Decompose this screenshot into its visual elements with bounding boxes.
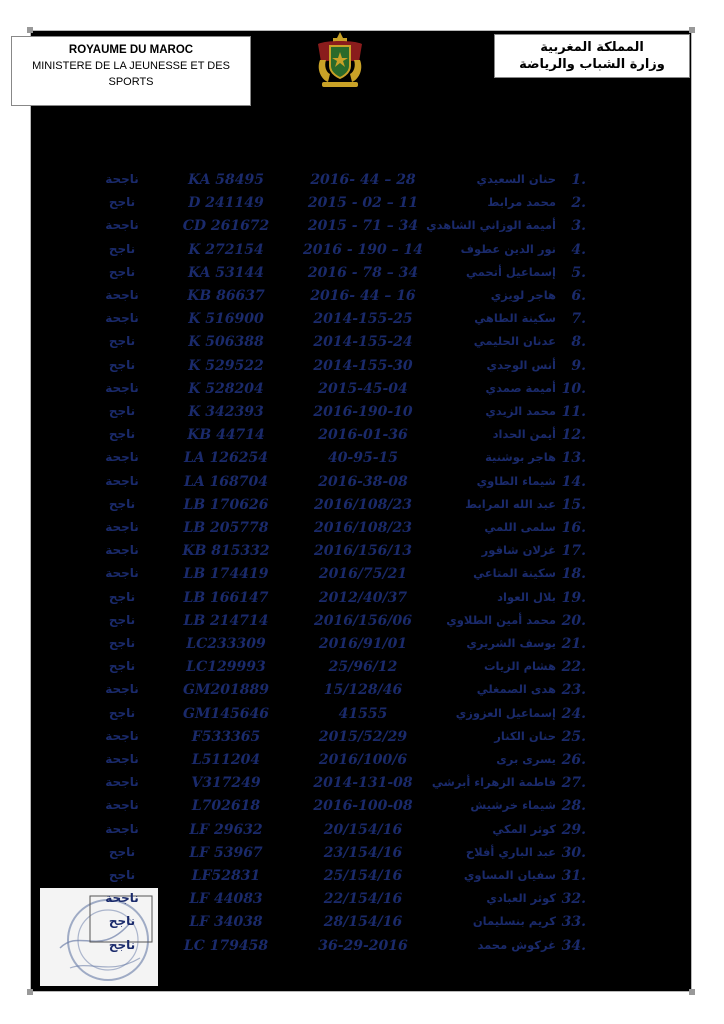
registration-cell: 2016/75/21 [318,566,408,583]
id-number-cell: LC233309 [186,636,266,652]
list-item [0,288,724,311]
list-item [0,520,724,543]
id-number-cell: K 529522 [188,357,264,374]
row-number-cell: 8. [571,334,586,351]
registration-cell: 2016-01-36 [318,427,408,444]
registration-cell: 40-95-15 [327,450,399,467]
list-item [0,566,724,589]
row-number-cell: 17. [561,543,586,560]
result-cell: ناجحة [105,566,139,581]
row-number-cell: 31. [561,868,586,884]
name-cell: محمد مرابط [487,195,556,210]
id-number-cell: L511204 [191,752,261,768]
result-cell: ناجحة [105,172,139,186]
id-number-cell: LA 168704 [183,473,269,490]
result-cell: ناجح [108,427,136,442]
row-number-cell: 11. [561,404,586,420]
name-cell: كوثر المكي [492,821,556,836]
list-item [0,450,724,473]
row-number-cell: 27. [561,775,586,792]
registration-cell: 2016 - 78 – 34 [307,264,419,281]
row-number-cell: 26. [561,752,586,768]
french-header-box [11,36,251,106]
name-cell: عدنان الحليمي [473,334,556,349]
ministry-title-fr: MINISTERE DE LA JEUNESSE ET DES [32,60,230,72]
frame-corner-mark [27,27,33,33]
name-cell: إسماعيل أتحمي [466,264,556,279]
name-cell: هاجر لويزي [490,288,556,302]
frame-corner-mark [27,989,33,995]
registration-cell: 2016/100/6 [318,752,408,768]
id-number-cell: LB 214714 [183,612,269,629]
list-item [0,242,724,265]
id-number-cell: K 516900 [188,311,264,328]
id-number-cell: LB 166147 [183,589,269,606]
kingdom-title-ar: المملكة المغربية [540,40,644,55]
kingdom-title-fr: ROYAUME DU MAROC [68,44,194,56]
result-cell: ناجحة [105,450,139,465]
id-number-cell: V317249 [191,775,261,792]
result-cell: ناجحة [105,288,139,302]
list-item [0,798,724,821]
result-cell: ناجح [108,914,136,929]
list-item [0,427,724,450]
name-cell: أميمة الوزاني الشاهدي [426,218,556,233]
list-item [0,636,724,659]
result-cell: ناجحة [105,821,139,836]
result-cell: ناجح [108,264,136,279]
name-cell: غركوش محمد [477,937,556,952]
list-item [0,752,724,775]
result-cell: ناجحة [105,682,139,697]
name-cell: شيماء الطاوي [476,473,556,488]
list-item [0,195,724,218]
id-number-cell: KB 86637 [187,288,265,304]
row-number-cell: 25. [561,728,586,745]
row-number-cell: 30. [561,844,586,861]
row-number-cell: 5. [571,264,586,281]
result-cell: ناجح [108,636,136,650]
list-item [0,358,724,381]
id-number-cell: F533365 [191,728,261,745]
result-cell: ناجحة [105,473,139,488]
row-number-cell: 33. [561,914,586,931]
list-item [0,265,724,288]
row-number-cell: 14. [561,473,586,490]
result-cell: ناجح [108,612,136,627]
name-cell: عبد الباري أفلاح [465,844,556,859]
frame-corner-mark [689,989,695,995]
list-item [0,334,724,357]
registration-cell: 2016/108/23 [314,496,412,513]
result-cell: ناجحة [105,891,139,906]
id-number-cell: LB 170626 [183,496,269,513]
list-item [0,613,724,636]
result-cell: ناجح [108,357,136,372]
id-number-cell: GM201889 [183,682,269,699]
name-cell: سكينة الطاهي [474,311,556,326]
id-number-cell: LB 205778 [183,520,269,536]
registration-cell: 2016/91/01 [318,636,408,652]
name-cell: إسماعيل العزوزي [455,705,556,720]
list-item [0,775,724,798]
list-item [0,404,724,427]
list-item [0,868,724,891]
id-number-cell: K 506388 [188,334,264,351]
id-number-cell: LC129993 [186,659,266,676]
name-cell: أميمة صمدي [485,380,556,395]
name-cell: سكينة المتاعي [473,566,556,581]
list-item [0,172,724,195]
registration-cell: 36-29-2016 [318,937,408,954]
list-item [0,474,724,497]
name-cell: كوثر العبادي [486,891,556,906]
row-number-cell: 2. [571,195,586,212]
registration-cell: 25/154/16 [323,868,403,884]
id-number-cell: KA 58495 [187,172,265,188]
frame-corner-mark [689,27,695,33]
name-cell: محمد أمين الطلاوي [446,612,556,627]
list-item [0,845,724,868]
result-cell: ناجح [108,659,136,674]
moroccan-coat-of-arms-icon [312,30,368,90]
result-cell: ناجح [108,241,136,256]
list-item [0,497,724,520]
id-number-cell: K 272154 [188,241,264,258]
registration-cell: 2014-155-25 [313,311,413,328]
registration-cell: 15/128/46 [323,682,403,699]
list-item [0,682,724,705]
result-cell: ناجح [108,937,136,952]
id-number-cell: K 342393 [188,404,264,420]
row-number-cell: 34. [561,937,586,954]
row-number-cell: 20. [561,612,586,629]
row-number-cell: 15. [561,496,586,513]
registration-cell: 2016-38-08 [318,473,408,490]
id-number-cell: LA 126254 [183,450,269,467]
registration-cell: 2014-131-08 [313,775,413,792]
result-cell: ناجح [108,496,136,511]
row-number-cell: 28. [561,798,586,815]
result-cell: ناجحة [105,311,139,326]
row-number-cell: 13. [561,450,586,467]
name-cell: هدى الصمغلي [476,682,556,697]
id-number-cell: LC 179458 [183,937,269,954]
list-item [0,543,724,566]
row-number-cell: 16. [561,520,586,536]
result-cell: ناجح [108,195,136,210]
name-cell: هاجر بوشنية [485,450,556,465]
name-cell: سفيان المساوي [463,868,556,882]
row-number-cell: 7. [571,311,586,328]
name-cell: سلمى اللمي [484,520,556,534]
registration-cell: 2016/156/13 [314,543,412,560]
id-number-cell: KB 815332 [182,543,270,560]
arabic-header-box [494,34,690,78]
name-cell: عبد الله المرابط [465,496,556,511]
name-cell: كريم بنسليمان [472,914,556,929]
registration-cell: 2016- 44 – 16 [310,288,416,304]
list-item [0,659,724,682]
row-number-cell: 23. [561,682,586,699]
id-number-cell: LF 29632 [189,821,263,838]
registration-cell: 2015-45-04 [318,380,408,397]
registration-cell: 2012/40/37 [318,589,408,606]
row-number-cell: 6. [571,288,586,304]
registration-cell: 2016/108/23 [314,520,412,536]
name-cell: فاطمة الزهراء أبرشي [431,775,556,790]
registration-cell: 23/154/16 [323,844,403,861]
name-cell: يسرى برى [496,752,556,766]
registration-cell: 2014-155-30 [313,357,413,374]
result-cell: ناجحة [105,728,139,743]
registration-cell: 2016-100-08 [313,798,413,815]
registration-cell: 22/154/16 [323,891,403,908]
name-cell: أيمن الحداد [492,427,556,442]
list-item [0,590,724,613]
registration-cell: 2015 - 02 – 11 [307,195,419,212]
id-number-cell: LF 53967 [189,844,263,861]
registration-cell: 41555 [338,705,388,722]
list-item [0,381,724,404]
result-cell: ناجح [108,868,136,882]
list-item [0,891,724,914]
registration-cell: 2015 - 71 – 34 [307,218,419,235]
id-number-cell: KB 44714 [187,427,265,444]
name-cell: محمد الزيدي [485,404,556,418]
id-number-cell: K 528204 [188,380,264,397]
result-cell: ناجح [108,589,136,604]
name-cell: هشام الزيات [483,659,556,674]
name-cell: حنان السعيدي [476,172,556,186]
id-number-cell: KA 53144 [187,264,265,281]
row-number-cell: 10. [561,380,586,397]
registration-cell: 2016-190-10 [313,404,413,420]
id-number-cell: GM145646 [183,705,269,722]
result-cell: ناجحة [105,380,139,395]
list-item [0,311,724,334]
list-item [0,914,724,937]
name-cell: حنان الكنار [494,728,556,743]
row-number-cell: 22. [561,659,586,676]
row-number-cell: 21. [561,636,586,652]
name-cell: أنس الوجدي [486,357,556,372]
name-cell: شيماء خرشيش [470,798,556,813]
registration-cell: 20/154/16 [323,821,403,838]
result-cell: ناجحة [105,752,139,766]
registration-cell: 2015/52/29 [318,728,408,745]
row-number-cell: 19. [561,589,586,606]
id-number-cell: LF 34038 [189,914,263,931]
result-cell: ناجح [108,404,136,418]
row-number-cell: 4. [571,241,586,258]
id-number-cell: LF52831 [191,868,261,884]
ministry-title-fr-cont: SPORTS [108,76,154,88]
name-cell: غزلان شاقور [481,543,556,558]
id-number-cell: LB 174419 [183,566,269,583]
result-cell: ناجح [108,334,136,349]
ministry-title-ar: وزارة الشباب والرياضة [519,57,665,72]
registration-cell: 2016/156/06 [314,612,412,629]
registration-cell: 2016- 44 – 28 [310,172,416,188]
row-number-cell: 12. [561,427,586,444]
row-number-cell: 32. [561,891,586,908]
row-number-cell: 9. [571,357,586,374]
id-number-cell: D 241149 [188,195,264,212]
name-cell: يوسف الشريري [466,636,556,650]
registration-cell: 2016 - 190 – 14 [303,241,423,258]
id-number-cell: CD 261672 [182,218,270,235]
list-item [0,938,724,961]
result-cell: ناجح [108,705,136,720]
name-cell: نور الدين عطوف [460,241,556,256]
row-number-cell: 18. [561,566,586,583]
row-number-cell: 24. [561,705,586,722]
result-cell: ناجحة [105,798,139,813]
list-item [0,729,724,752]
registration-cell: 28/154/16 [323,914,403,931]
result-cell: ناجحة [105,218,139,233]
row-number-cell: 3. [571,218,586,235]
result-cell: ناجحة [105,543,139,558]
registration-cell: 2014-155-24 [313,334,413,351]
id-number-cell: LF 44083 [189,891,263,908]
list-item [0,218,724,241]
id-number-cell: L702618 [191,798,261,815]
row-number-cell: 1. [571,172,586,188]
result-cell: ناجح [108,844,136,859]
result-cell: ناجحة [105,520,139,534]
list-item [0,822,724,845]
result-cell: ناجحة [105,775,139,790]
registration-cell: 25/96/12 [328,659,398,676]
name-cell: بلال العواد [497,589,556,604]
row-number-cell: 29. [561,821,586,838]
list-item [0,706,724,729]
